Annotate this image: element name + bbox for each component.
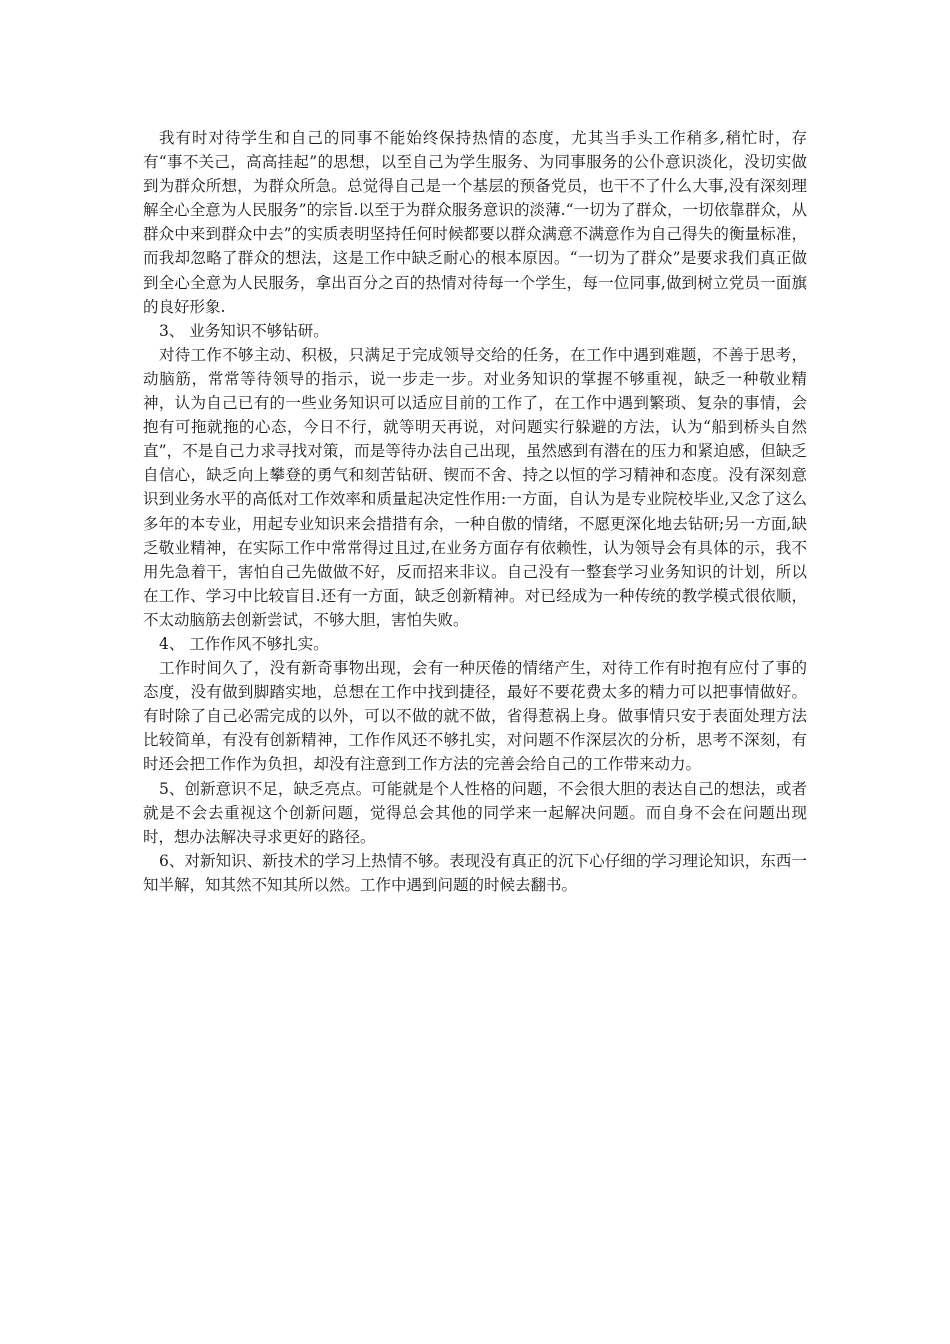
paragraph-new-knowledge: 6、对新知识、新技术的学习上热情不够。表现没有真正的沉下心仔细的学习理论知识，东西一知半解，知其然不知其所以然。工作中遇到问题的时候去翻书。 <box>143 851 807 894</box>
section-heading-3: 3、 业务知识不够钻研。 <box>159 321 329 340</box>
document-page <box>143 126 807 897</box>
section-heading-4: 4、 工作作风不够扎实。 <box>159 634 329 653</box>
paragraph-innovation: 5、创新意识不足，缺乏亮点。可能就是个人性格的问题，不会很大胆的表达自己的想法，或者就是不会去重视这个创新问题，觉得总会其他的同学来一起解决问题。而自身不会在问题出现时，想办法解决寻求更好的路径。 <box>143 779 807 846</box>
paragraph-service-attitude: 我有时对待学生和自己的同事不能始终保持热情的态度，尤其当手头工作稍多,稍忙时，存有“事不关己，高高挂起”的思想，以至自己为学生服务、为同事服务的公仆意识淡化，没切实做到为群众所想，为群众所急。总觉得自己是一个基层的预备党员，也干不了什么大事,没有深刻理解全心全意为人民服务”的宗旨.以至于为群众服务意识的淡薄.“一切为了群众，一切依靠群众，从群众中来到群众中去”的实质表明坚持任何时候都要以群众满意不满意作为自己得失的衡量标准，而我却忽略了群众的想法，这是工作中缺乏耐心的根本原因。“一切为了群众”是要求我们真正做到全心全意为人民服务，拿出百分之百的热情对待每一个学生，每一位同事,做到树立党员一面旗的良好形象. <box>143 129 807 316</box>
paragraph-work-style: 工作时间久了，没有新奇事物出现，会有一种厌倦的情绪产生，对待工作有时抱有应付了事的态度，没有做到脚踏实地，总想在工作中找到捷径，最好不要花费太多的精力可以把事情做好。有时除了自己必需完成的以外，可以不做的就不做，省得惹祸上身。做事情只安于表面处理方法比较简单，有没有创新精神，工作作风还不够扎实，对问题不作深层次的分析，思考不深刻，有时还会把工作作为负担，却没有注意到工作方法的完善会给自己的工作带来动力。 <box>143 659 807 774</box>
paragraph-business-knowledge: 对待工作不够主动、积极，只满足于完成领导交给的任务，在工作中遇到难题，不善于思考，动脑筋，常常等待领导的指示，说一步走一步。对业务知识的掌握不够重视，缺乏一种敬业精神，认为自己已有的一些业务知识可以适应目前的工作了，在工作中遇到繁琐、复杂的事情，会抱有可拖就拖的心态，今日不行，就等明天再说，对问题实行躲避的方法，认为“船到桥头自然直”，不是自己力求寻找对策，而是等待办法自己出现，虽然感到有潜在的压力和紧迫感，但缺乏自信心，缺乏向上攀登的勇气和刻苦钻研、锲而不舍、持之以恒的学习精神和态度。没有深刻意识到业务水平的高低对工作效率和质量起决定性作用:一方面，自认为是专业院校毕业,又念了这么多年的本专业，用起专业知识来会措措有余，一种自傲的情绪，不愿更深化地去钻研;另一方面,缺乏敬业精神，在实际工作中常常得过且过,在业务方面存有依赖性，认为领导会有具体的示，我不用先急着干，害怕自己先做做不好，反而招来非议。自己没有一整套学习业务知识的计划，所以在工作、学习中比较盲目.还有一方面，缺乏创新精神。对已经成为一种传统的教学模式很依顺，不太动脑筋去创新尝试，不够大胆，害怕失败。 <box>143 345 807 629</box>
